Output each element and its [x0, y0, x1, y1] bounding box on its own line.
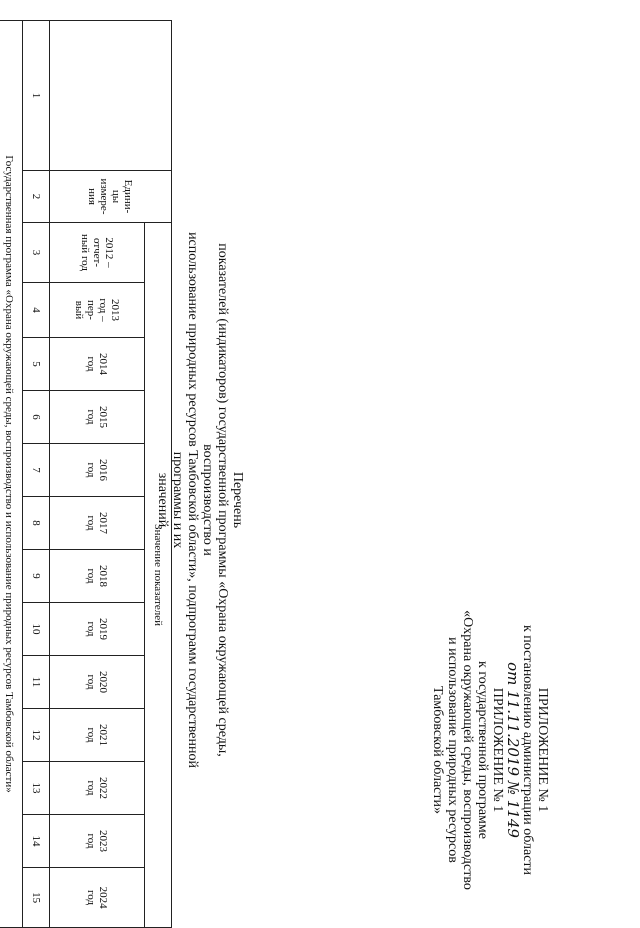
year-header: 2020 год: [50, 656, 145, 709]
column-number: 10: [23, 603, 50, 656]
title-line2: использование природных ресурсов Тамбовской области», подпрограмм государственной программы и их: [170, 232, 200, 768]
year-header: 2022 год: [50, 762, 145, 815]
title-line3: значений: [155, 472, 170, 528]
year-header: 2021 год: [50, 709, 145, 762]
title-main: Перечень: [230, 471, 245, 529]
column-number: 2: [23, 171, 50, 223]
program-name-line3: Тамбовской области»: [430, 685, 445, 815]
column-number: 9: [23, 550, 50, 603]
values-header: Значение показателей: [145, 223, 172, 928]
year-header: 2018 год: [50, 550, 145, 603]
column-number: 14: [23, 815, 50, 868]
indicators-table: [0, 20, 172, 928]
column-number: 12: [23, 709, 50, 762]
year-header: 2015 год: [50, 391, 145, 444]
decree-date-number: от 11.11.2019 № 1149: [504, 662, 522, 838]
year-header: 2019 год: [50, 603, 145, 656]
decree-reference: к постановлению администрации области: [520, 624, 535, 876]
program-reference: к государственной программе: [475, 661, 490, 839]
program-appendix-label: ПРИЛОЖЕНИЕ № 1: [490, 687, 505, 813]
column-number: 13: [23, 762, 50, 815]
program-name-line2: и использование природных ресурсов: [445, 637, 460, 863]
program-name-line1: «Охрана окружающей среды, воспроизводство: [460, 610, 475, 890]
column-number: 5: [23, 338, 50, 391]
column-number: 8: [23, 497, 50, 550]
column-number: 15: [23, 868, 50, 928]
title-line1: показателей (индикаторов) государственной программы «Охрана окружающей среды, воспроизводство и: [200, 243, 230, 757]
year-header: 2016 год: [50, 444, 145, 497]
appendix-label: ПРИЛОЖЕНИЕ № 1: [535, 687, 550, 813]
approval-stamp: [430, 610, 550, 890]
column-number-row: [23, 21, 50, 928]
column-number: 11: [23, 656, 50, 709]
year-header: 2012 – отчет- ный год: [50, 223, 145, 283]
year-header: 2013 год – пер- вый: [50, 283, 145, 338]
year-header: 2024 год: [50, 868, 145, 928]
column-number: 4: [23, 283, 50, 338]
year-header: 2014 год: [50, 338, 145, 391]
program-section-title: Государственная программа «Охрана окружающей среды, воспроизводство и использование природных ресурсов Тамбовской области»: [0, 21, 23, 928]
column-number: 1: [23, 21, 50, 171]
unit-header: Едини- цы измере- ния: [50, 171, 172, 223]
column-number: 3: [23, 223, 50, 283]
year-header: 2017 год: [50, 497, 145, 550]
column-number: 7: [23, 444, 50, 497]
program-section-row: [0, 21, 23, 928]
column-number: 6: [23, 391, 50, 444]
indicator-name-header: [50, 21, 172, 171]
year-header: 2023 год: [50, 815, 145, 868]
